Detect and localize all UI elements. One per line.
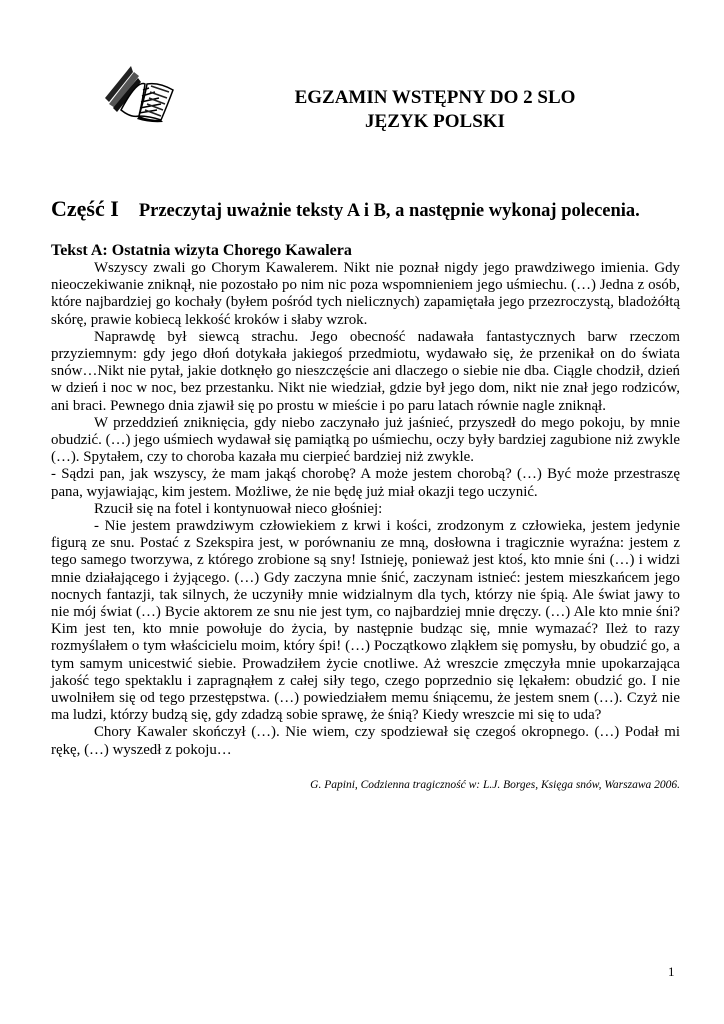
page-number: 1 (668, 964, 675, 979)
part-heading (51, 196, 691, 222)
paragraph: - Sądzi pan, jak wszyscy, że mam jakąś chorobę? A może jestem chorobą? (…) Być może przestraszę pana, wyjawiając, kim jestem. Możliwe, że nie będę już miał okazji tego uczynić. (51, 466, 680, 500)
paragraph: Wszyscy zwali go Chorym Kawalerem. Nikt nie poznał nigdy jego prawdziwego imienia. Gdy nieoczekiwanie zniknął, nie pozostało po nim nic poza wspomnieniem jego uśmiechu. (…) Jedna z osób, które najbardziej go kochały (byłem pośród tych nielicznych) zapamiętała jego przezroczystą, bladożółtą skórę, prawie kobiecą lekkość kroków i słaby wzrok. (51, 260, 680, 328)
open-book-icon (103, 60, 177, 124)
paragraph: Chory Kawaler skończył (…). Nie wiem, czy spodziewał się czegoś okropnego. (…) Podał mi rękę, (…) wyszedł z pokoju… (51, 724, 680, 758)
source-citation: G. Papini, Codzienna tragiczność w: L.J. Borges, Księga snów, Warszawa 2006. (310, 779, 680, 791)
exam-header (200, 86, 670, 134)
part-instruction: Przeczytaj uważnie teksty A i B, a następnie wykonaj polecenia. (138, 201, 640, 221)
exam-subject: JĘZYK POLSKI (365, 111, 505, 132)
exam-title: EGZAMIN WSTĘPNY DO 2 SLO (294, 87, 576, 108)
paragraph: Rzucił się na fotel i kontynuował nieco głośniej: (94, 500, 383, 517)
paragraph: - Nie jestem prawdziwym człowiekiem z krwi i kości, zrodzonym z człowieka, jestem jedynie figurą ze snu. Postać z Szekspira jest, w porównaniu ze mną, dosłowna i tragicznie wyraźna: jestem z tego samego tworzywa, z którego zrobione są sny! Istnieję, ponieważ jest ktoś, kto mnie śni (…) i widzi mnie działającego i żyjącego. (…) Gdy zaczyna mnie śnić, zaczynam istnieć: jestem mieszkańcem jego nocnych fantazji, tak silnych, że uczyniły mnie widzialnym dla tych, którzy nie śpią. Ale świat jawy to nie mój świat (…) Bycie aktorem ze snu nie jest tym, co najbardziej mnie dręczy. (…) Ale kto mnie śni? Kim jest ten, kto mnie powołuje do życia, by następnie budząc się, mnie wymazać? Ileż to razy rozmyślałem o tym właścicielu moim, który śpi! (…) Początkowo zląkłem się pomysłu, by obudzić go, a tym samym unicestwić siebie. Prowadziłem życie cnotliwe. Aż wreszcie zmęczyła mnie upokarzająca jakość tego spektaklu i zapragnąłem z całej siły tego, czego poprzednio się lękałem: obudzić go. I nie uwolniłem się od tego przestępstwa. (…) powiedziałem memu śniącemu, że jestem snem (…). Czyż nie ma ludzi, którzy budzą się, gdy zdadzą sobie sprawę, że śnią? Kiedy wreszcie mi się to uda? (51, 518, 680, 724)
text-title: Tekst A: Ostatnia wizyta Chorego Kawalera (51, 242, 352, 259)
paragraph: Naprawdę był siewcą strachu. Jego obecność nadawała fantastycznych barw rzeczom przyziemnym: gdy jego dłoń dotykała jakiegoś przedmiotu, wydawało się, że przenikał on do świata snów…Nikt nie pytał, jakie dotknęło go nieszczęście ani dlaczego o siebie nie dba. Ciągle chodził, dzień w dzień i noc w noc, bez przestanku. Nikt nie wiedział, gdzie był jego dom, nikt nie znał jego rodziców, ani braci. Pewnego dnia zjawił się po prostu w mieście i po paru latach równie nagle zniknął. (51, 328, 680, 414)
text-body (51, 260, 680, 759)
part-label: Część I (51, 196, 119, 221)
paragraph: W przeddzień zniknięcia, gdy niebo zaczynało już jaśnieć, przyszedł do mego pokoju, by mnie obudzić. (…) jego uśmiech wydawał się pamiątką po uśmiechu, oczy były bardziej zagubione niż zwykle (…). Spytałem, czy to choroba kazała mu cierpieć bardziej niż zwykle. (51, 414, 680, 466)
